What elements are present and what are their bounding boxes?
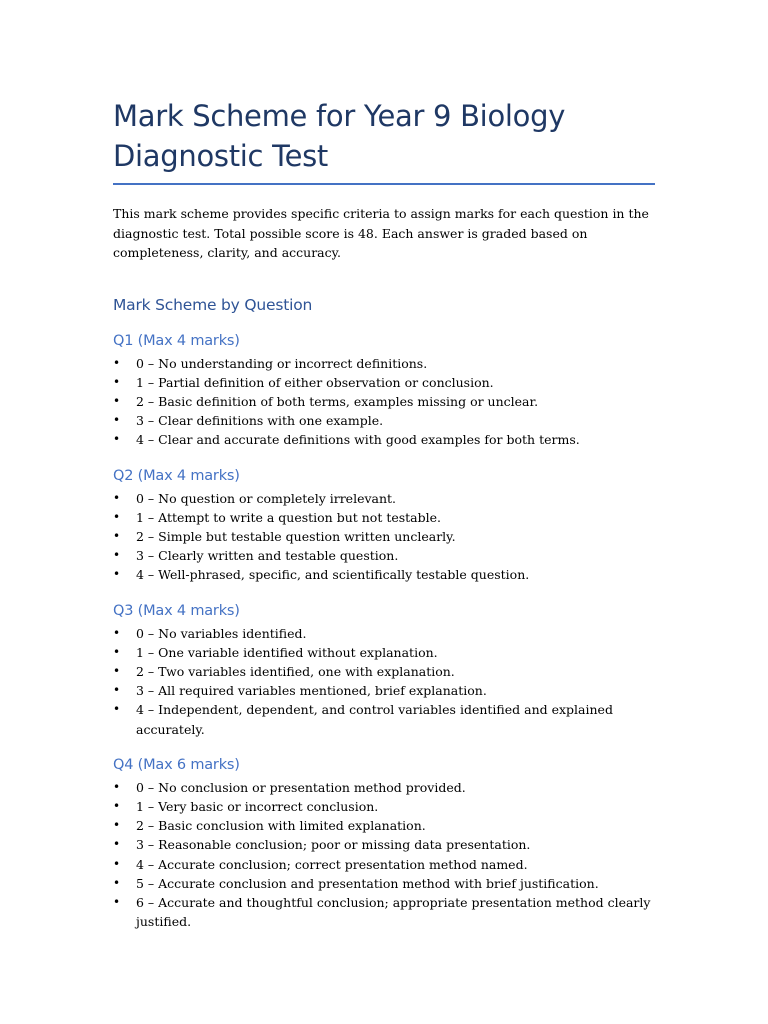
- list-item-text: 1 – Partial definition of either observation or conclusion.: [136, 374, 494, 390]
- list-item: [113, 489, 655, 508]
- list-item-text: 4 – Independent, dependent, and control variables identified and explained accurately.: [136, 702, 613, 737]
- list-item: [113, 546, 655, 565]
- list-item-text: 3 – Reasonable conclusion; poor or missing data presentation.: [136, 837, 531, 853]
- list-item: [113, 700, 655, 738]
- bullet-icon: •: [113, 413, 121, 428]
- bullet-icon: •: [113, 683, 121, 698]
- bullet-icon: •: [113, 355, 121, 370]
- mark-list: [113, 624, 655, 739]
- list-item-text: 2 – Two variables identified, one with explanation.: [136, 663, 455, 679]
- list-item: [113, 835, 655, 854]
- list-item: [113, 430, 655, 449]
- list-item: [113, 354, 655, 373]
- bullet-icon: •: [113, 875, 121, 890]
- bullet-icon: •: [113, 432, 121, 447]
- question-block-q1: [113, 331, 655, 450]
- list-item-text: 1 – Attempt to write a question but not testable.: [136, 509, 442, 525]
- list-item-text: 2 – Basic definition of both terms, examples missing or unclear.: [136, 393, 539, 409]
- question-block-q2: [113, 466, 655, 585]
- list-item-text: 0 – No variables identified.: [136, 625, 307, 641]
- list-item: [113, 643, 655, 662]
- bullet-icon: •: [113, 644, 121, 659]
- bullet-icon: •: [113, 528, 121, 543]
- intro-paragraph: This mark scheme provides specific criteria to assign marks for each question in the diagnostic test. Total possible score is 48. Each answer is graded based on completeness, clarity, and accuracy.: [113, 206, 649, 260]
- question-heading: Q4 (Max 6 marks): [113, 756, 240, 773]
- list-item: [113, 681, 655, 700]
- list-item: [113, 624, 655, 643]
- list-item-text: 3 – Clear definitions with one example.: [136, 413, 384, 429]
- bullet-icon: •: [113, 894, 121, 909]
- list-item: [113, 508, 655, 527]
- list-item-text: 0 – No conclusion or presentation method provided.: [136, 779, 466, 795]
- question-block-q3: [113, 601, 655, 739]
- list-item: [113, 874, 655, 893]
- bullet-icon: •: [113, 393, 121, 408]
- question-block-q4: [113, 755, 655, 932]
- list-item-text: 4 – Well-phrased, specific, and scientifically testable question.: [136, 567, 530, 583]
- list-item-text: 2 – Simple but testable question written unclearly.: [136, 528, 456, 544]
- bullet-icon: •: [113, 702, 121, 717]
- question-heading: Q2 (Max 4 marks): [113, 467, 240, 484]
- list-item-text: 2 – Basic conclusion with limited explanation.: [136, 818, 426, 834]
- bullet-icon: •: [113, 779, 121, 794]
- list-item-text: 5 – Accurate conclusion and presentation method with brief justification.: [136, 875, 599, 891]
- list-item-text: 4 – Clear and accurate definitions with good examples for both terms.: [136, 432, 580, 448]
- document-page: [113, 96, 655, 931]
- bullet-icon: •: [113, 374, 121, 389]
- title-underline: [113, 183, 655, 185]
- bullet-icon: •: [113, 625, 121, 640]
- list-item-text: 3 – All required variables mentioned, brief explanation.: [136, 683, 487, 699]
- list-item-text: 6 – Accurate and thoughtful conclusion; appropriate presentation method clearly justified.: [136, 894, 651, 930]
- mark-list: [113, 489, 655, 585]
- list-item-text: 4 – Accurate conclusion; correct presentation method named.: [136, 856, 528, 872]
- list-item: [113, 662, 655, 681]
- mark-list: [113, 778, 655, 932]
- list-item-text: 1 – One variable identified without explanation.: [136, 644, 438, 660]
- list-item-text: 3 – Clearly written and testable question.: [136, 548, 399, 564]
- list-item: [113, 565, 655, 584]
- list-item: [113, 411, 655, 430]
- bullet-icon: •: [113, 856, 121, 871]
- bullet-icon: •: [113, 567, 121, 582]
- mark-list: [113, 354, 655, 450]
- bullet-icon: •: [113, 798, 121, 813]
- list-item: [113, 893, 655, 931]
- question-heading: Q1 (Max 4 marks): [113, 332, 240, 349]
- list-item-text: 0 – No question or completely irrelevant.: [136, 490, 397, 506]
- list-item: [113, 855, 655, 874]
- list-item: [113, 527, 655, 546]
- bullet-icon: •: [113, 490, 121, 505]
- list-item: [113, 373, 655, 392]
- list-item-text: 0 – No understanding or incorrect definitions.: [136, 355, 428, 371]
- list-item: [113, 778, 655, 797]
- bullet-icon: •: [113, 818, 121, 833]
- list-item: [113, 797, 655, 816]
- list-item: [113, 392, 655, 411]
- section-heading: Mark Scheme by Question: [113, 295, 313, 314]
- bullet-icon: •: [113, 663, 121, 678]
- bullet-icon: •: [113, 837, 121, 852]
- question-heading: Q3 (Max 4 marks): [113, 602, 240, 619]
- list-item: [113, 816, 655, 835]
- document-title: Mark Scheme for Year 9 Biology Diagnostic Test: [113, 99, 566, 173]
- bullet-icon: •: [113, 548, 121, 563]
- list-item-text: 1 – Very basic or incorrect conclusion.: [136, 798, 379, 814]
- bullet-icon: •: [113, 509, 121, 524]
